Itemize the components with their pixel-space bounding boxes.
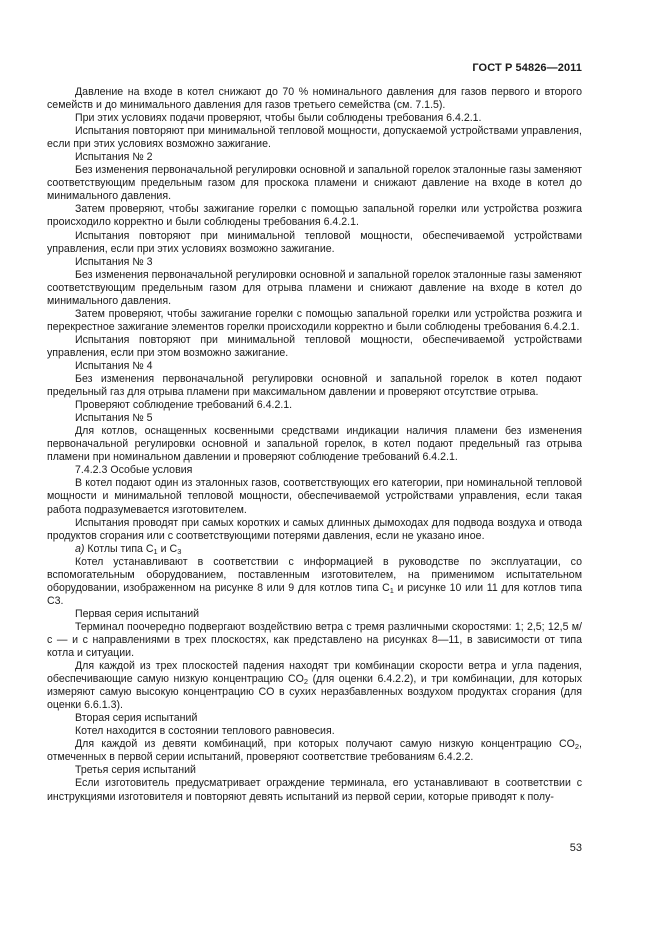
paragraph: Котел устанавливают в соответствии с информацией в руководстве по эксплуатации, со вспомогательным оборудованием, поставленным изготовителем, на применимом испытательном оборудовании, изображенном на рисунке 8 или 9 для котлов типа $C_1$ и рисунке 10 или 11 для котлов типа C3.	[47, 555, 582, 607]
paragraph: Испытания повторяют при минимальной тепловой мощности, допускаемой устройствами управления, если при этих условиях возможно зажигание.	[47, 125, 582, 151]
paragraph: При этих условиях подачи проверяют, чтобы были соблюдены требования 6.4.2.1.	[75, 112, 482, 125]
paragraph: Затем проверяют, чтобы зажигание горелки с помощью запальной горелки или устройства розжига происходило корректно и были соблюдены требования 6.4.2.1.	[47, 203, 582, 229]
paragraph: Без изменения первоначальной регулировки основной и запальной горелок эталонные газы заменяют соответствующим предельным газом для проскока пламени и снижают давление на входе в котел до минимального давления.	[47, 164, 582, 203]
paragraph: Котел находится в состоянии теплового равновесия.	[75, 725, 335, 738]
paragraph: Испытания проводят при самых коротких и самых длинных дымоходах для подвода воздуха и отвода продуктов сгорания или с соответствующими потерями давления, если не указано иное.	[47, 516, 582, 542]
series-heading: Вторая серия испытаний	[75, 712, 198, 725]
boiler-type-heading: а) Котлы типа $C_1$ и $C_3$	[75, 542, 182, 556]
section-heading: 7.4.2.3 Особые условия	[75, 464, 193, 477]
test-heading: Испытания № 3	[75, 255, 153, 268]
test-heading: Испытания № 5	[75, 412, 153, 425]
paragraph: Испытания повторяют при минимальной тепловой мощности, обеспечиваемой устройствами управления, если при этих условиях возможно зажигание.	[47, 229, 582, 255]
paragraph: Испытания повторяют при минимальной тепловой мощности, обеспечиваемой устройствами управления, если при этом возможно зажигание.	[47, 333, 582, 359]
paragraph: Для котлов, оснащенных косвенными средствами индикации наличия пламени без изменения первоначальной регулировки основной и запальной горелок, в котел подают предельный газ отрыва пламени при номинальном давлении и проверяют соблюдение требований 6.4.2.1.	[47, 425, 582, 464]
series-heading: Первая серия испытаний	[75, 607, 200, 620]
series-heading: Третья серия испытаний	[75, 764, 196, 777]
paragraph: Для каждой из трех плоскостей падения находят три комбинации скорости ветра и угла падения, обеспечивающие самую низкую концентрацию $CO_2$ (для оценки 6.4.2.2), и три комбинации, для которых измеряют самую высокую концентрацию CO в сухих неразбавленных воздухом продуктах сгорания (для оценки 6.6.1.3).	[47, 660, 582, 712]
standard-header: ГОСТ Р 54826—2011	[472, 62, 582, 74]
list-marker: а)	[75, 542, 85, 555]
test-heading: Испытания № 2	[75, 151, 153, 164]
document-body	[47, 86, 582, 804]
test-heading: Испытания № 4	[75, 359, 153, 372]
paragraph: Затем проверяют, чтобы зажигание горелки с помощью запальной горелки или устройства розжига и перекрестное зажигание элементов горелки происходили корректно и были соблюдены требования 6.4.2.1.	[47, 307, 582, 333]
paragraph: Проверяют соблюдение требований 6.4.2.1.	[75, 399, 293, 412]
paragraph: В котел подают один из эталонных газов, соответствующих его категории, при номинальной тепловой мощности и минимальной тепловой мощности, обеспечиваемой устройствами управления, если такая работа подразумевается изготовителем.	[47, 477, 582, 516]
paragraph: Терминал поочередно подвергают воздействию ветра с тремя различными скоростями: 1; 2,5; 12,5 м/с — и с направлениями в трех плоскостях, как представлено на рисунках 8—11, в зависимости от типа котла и ситуации.	[47, 620, 582, 660]
paragraph: Без изменения первоначальной регулировки основной и запальной горелок эталонные газы заменяют соответствующим предельным газом для отрыва пламени и снижают давление на входе в котел до минимального давления.	[47, 268, 582, 307]
paragraph: Без изменения первоначальной регулировки основной и запальной горелок в котел подают предельный газ для отрыва пламени при максимальном давлении и проверяют отсутствие отрыва.	[47, 373, 582, 399]
paragraph: Для каждой из девяти комбинаций, при которых получают самую низкую концентрацию $CO_2$, отмеченных в первой серии испытаний, проверяют соответствие требованиям 6.4.2.2.	[47, 738, 582, 764]
page-number: 53	[569, 842, 582, 854]
paragraph: Давление на входе в котел снижают до 70 % номинального давления для газов первого и второго семейств и до минимального давления для газов третьего семейства (см. 7.1.5).	[47, 86, 582, 112]
paragraph: Если изготовитель предусматривает ограждение терминала, его устанавливают в соответствии с инструкциями изготовителя и повторяют девять испытаний из первой серии, которые приводят к полу-	[47, 777, 582, 803]
